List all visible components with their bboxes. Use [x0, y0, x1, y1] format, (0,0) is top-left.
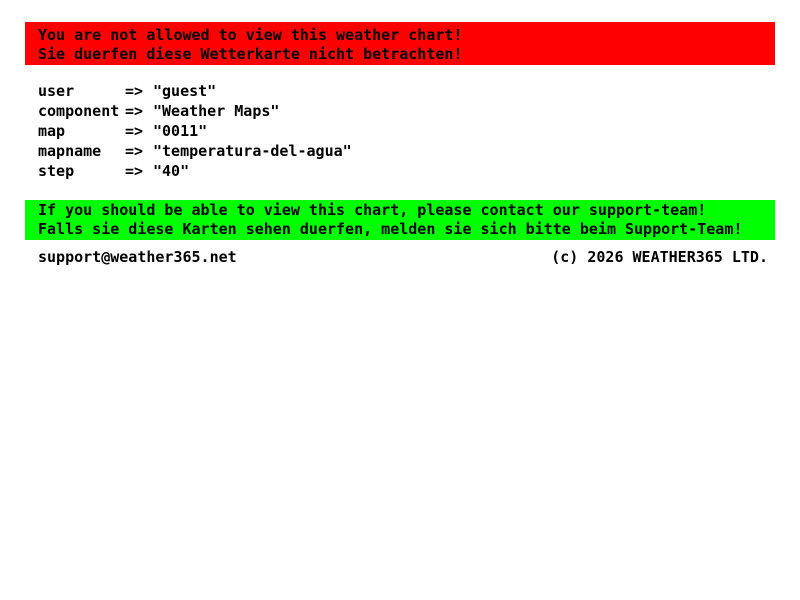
param-row-mapname: [38, 141, 352, 161]
param-value: "0011": [153, 122, 208, 140]
param-row-step: [38, 161, 352, 181]
arrow-glyph: =>: [125, 122, 144, 140]
param-value: "Weather Maps": [153, 102, 280, 120]
support-banner: [25, 200, 775, 240]
copyright-notice: (c) 2026 WEATHER365 LTD.: [551, 248, 768, 266]
arrow-glyph: =>: [125, 142, 144, 160]
param-key: map: [38, 122, 66, 140]
arrow-glyph: =>: [125, 102, 144, 120]
arrow-glyph: =>: [125, 162, 144, 180]
footer: [38, 247, 768, 267]
param-value: "temperatura-del-agua": [153, 142, 352, 160]
param-row-user: [38, 81, 352, 101]
error-message-german: Sie duerfen diese Wetterkarte nicht betrachten!: [38, 45, 463, 63]
support-message-german: Falls sie diese Karten sehen duerfen, melden sie sich bitte beim Support-Team!: [38, 220, 743, 238]
param-row-component: [38, 101, 352, 121]
support-email: support@weather365.net: [38, 248, 237, 266]
arrow-glyph: =>: [125, 82, 144, 100]
request-parameters: [38, 81, 352, 181]
param-value: "40": [153, 162, 190, 180]
param-key: user: [38, 82, 75, 100]
param-key: component: [38, 102, 120, 120]
support-message-english: If you should be able to view this chart, please contact our support-team!: [38, 201, 707, 219]
error-message-english: You are not allowed to view this weather chart!: [38, 26, 463, 44]
param-key: mapname: [38, 142, 102, 160]
param-key: step: [38, 162, 75, 180]
param-value: "guest": [153, 82, 217, 100]
param-row-map: [38, 121, 352, 141]
error-banner: [25, 22, 775, 65]
